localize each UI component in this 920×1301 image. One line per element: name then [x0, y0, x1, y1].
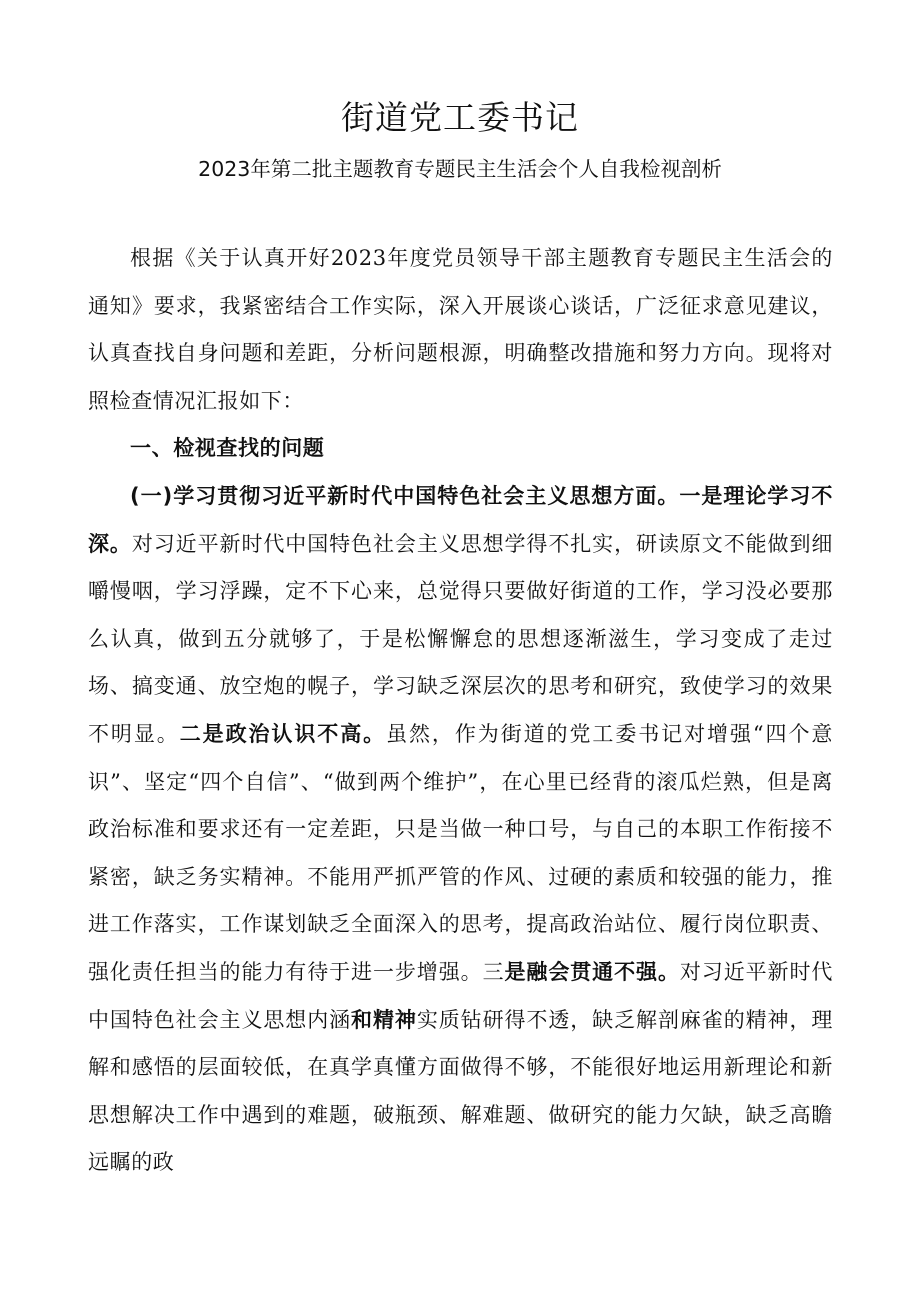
document-subtitle: 2023年第二批主题教育专题民主生活会个人自我检视剖析 [198, 157, 722, 181]
section-paragraph [88, 473, 833, 1187]
paragraph-text-1: 对习近平新时代中国特色社会主义思想学得不扎实，研读原文不能做到细嚼慢咽，学习浮躁，定不下心来，总觉得只要做好街道的工作，学习没必要那么认真，做到五分就够了，于是松懈懈怠的思想逐渐滋生，学习变成了走过场、搞变通、放空炮的幌子，学习缺乏深层次的思考和研究，致使学习的效果不明显。 [88, 531, 833, 746]
paragraph-text-3: 对习近平新时代中国特色社会主义思想内涵 [88, 959, 833, 1032]
point-three-heading: 是融会贯通不强。 [504, 959, 680, 984]
point-two-heading: 二是政治认识不高。 [179, 721, 387, 746]
paragraph-text-4: 实质钻研得不透，缺乏解剖麻雀的精神，理解和感悟的层面较低，在真学真懂方面做得不够，不能很好地运用新理论和新思想解决工作中遇到的难题，破瓶颈、解难题、做研究的能力欠缺，缺乏高瞻远瞩的政 [88, 1007, 833, 1175]
document-body [88, 235, 833, 1187]
paragraph-lead: (一)学习贯彻习近平新时代中国特色社会主义思想方面。一是理论学习不深。 [88, 483, 833, 556]
bold-phrase: 和精神 [351, 1007, 417, 1032]
document-title: 街道党工委书记 [341, 98, 579, 137]
intro-paragraph: 根据《关于认真开好2023年度党员领导干部主题教育专题民主生活会的通知》要求，我紧密结合工作实际，深入开展谈心谈话，广泛征求意见建议，认真查找自身问题和差距，分析问题根源，明确整改措施和努力方向。现将对照检查情况汇报如下： [88, 246, 833, 413]
paragraph-text-2: 虽然，作为街道的党工委书记对增强“四个意识”、坚定“四个自信”、“做到两个维护”，在心里已经背的滚瓜烂熟，但是离政治标准和要求还有一定差距，只是当做一种口号，与自己的本职工作衔接不紧密，缺乏务实精神。不能用严抓严管的作风、过硬的素质和较强的能力，推进工作落实，工作谋划缺乏全面深入的思考，提高政治站位、履行岗位职责、强化责任担当的能力有待于进一步增强。三 [88, 721, 834, 984]
section-heading: 一、检视查找的问题 [130, 436, 325, 461]
